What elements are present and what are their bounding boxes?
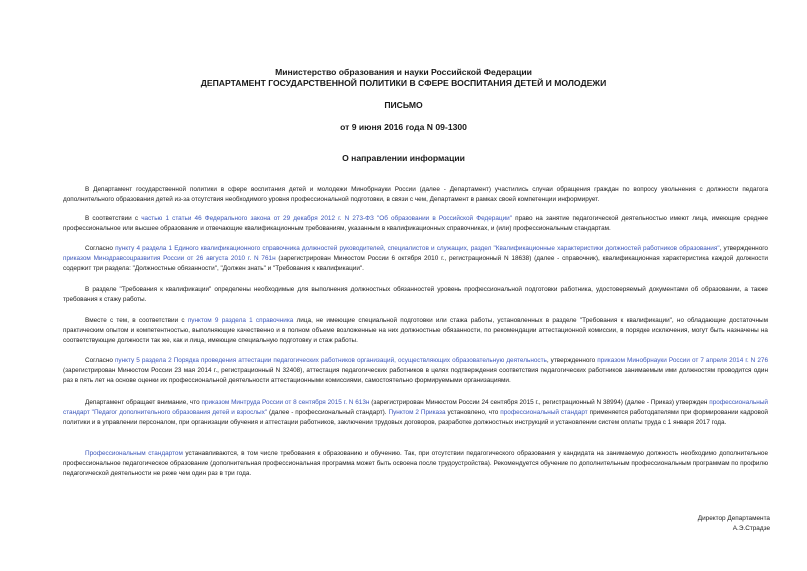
paragraph-6 (63, 356, 768, 386)
paragraph-3-text-a: Согласно (85, 245, 116, 252)
link-order-item-2[interactable]: Пунктом 2 Приказа (388, 409, 446, 416)
link-order-276[interactable]: приказом Минобрнауки России от 7 апреля 2014 г. N 276 (597, 357, 769, 364)
paragraph-7-text-b: (зарегистрирован Минюстом России 24 сентября 2015 г., регистрационный N 38994) (далее - Приказ) утвержден (369, 399, 710, 406)
link-professional-standard[interactable]: профессиональный стандарт (500, 409, 588, 416)
document-date-number: от 9 июня 2016 года N 09-1300 (340, 122, 467, 132)
link-order-761n[interactable]: приказом Минздравсоцразвития России от 26 августа 2010 г. N 761н (63, 255, 276, 262)
paragraph-6-text-b: , утвержденного (546, 357, 598, 364)
link-order-613n[interactable]: приказом Минтруда России от 8 сентября 2015 г. N 613н (201, 399, 370, 406)
paragraph-2 (63, 214, 768, 234)
signature-position: Директор Департамента (697, 515, 770, 522)
document-subject: О направлении информации (342, 153, 465, 163)
paragraph-3 (63, 244, 768, 274)
paragraph-3-text-b: , утвержденного (719, 245, 768, 252)
link-attestation-procedure[interactable]: пункту 5 раздела 2 Порядка проведения аттестации педагогических работников организаций, осуществляющих образовательную деятельность (114, 357, 547, 364)
paragraph-8 (63, 449, 768, 479)
paragraph-7 (63, 398, 768, 428)
paragraph-6-text-c: (зарегистрирован Минюстом России 23 мая 2014 г., регистрационный N 32408), аттестация педагогических работников в целях подтверждения соответствия педагогических работников занимаемым ими должностям проводится один раз в пять лет на основе оценки их профессиональной деятельности аттестационными комиссиями, самостоятельно формируемыми организациями. (63, 367, 768, 384)
paragraph-3-text-c: (зарегистрирован Минюстом России 6 октября 2010 г., регистрационный N 18638) (далее - справочник), квалификационная характеристика каждой должности содержит три раздела: "Должностные обязанности", "Должен знать" и "Требования к квалификации". (63, 255, 768, 272)
link-law-273fz[interactable]: частью 1 статьи 46 Федерального закона от 29 декабря 2012 г. N 273-ФЗ "Об образовании в Российской Федерации" (141, 215, 512, 222)
department-title: ДЕПАРТАМЕНТ ГОСУДАРСТВЕННОЙ ПОЛИТИКИ В СФЕРЕ ВОСПИТАНИЯ ДЕТЕЙ И МОЛОДЕЖИ (200, 78, 607, 88)
paragraph-1: В Департамент государственной политики в сфере воспитания детей и молодежи Минобрнауки России (далее - Департамент) участились случаи обращения граждан по вопросу увольнения с должности педагога дополнительного образования детей из-за отсутствия необходимого уровня профессиональной подготовки, в связи с чем, Департамент в рамках своей компетенции информирует. (63, 186, 768, 203)
paragraph-5-text-b: лица, не имеющие специальной подготовки или стажа работы, установленных в разделе "Требования к квалификации", но обладающие достаточным практическим опытом и компетентностью, выполняющие качественно и в полном объеме возложенные на них должностные обязанности, по рекомендации аттестационной комиссии, в порядке исключения, могут быть назначены на соответствующие должности так же, как и лица, имеющие специальную подготовку и стаж работы. (63, 317, 769, 344)
paragraph-7-text-a: Департамент обращает внимание, что (85, 399, 202, 406)
link-qualification-handbook[interactable]: пункту 4 раздела 1 Единого квалификационного справочника должностей руководителей, специалистов и служащих, раздел "Квалификационные характеристики должностей работников образования" (115, 245, 720, 252)
signature-name: А.Э.Страдзе (732, 525, 770, 532)
paragraph-2-text-b: право на занятие педагогической деятельностью имеют лица, имеющие среднее профессиональное или высшее образование и отвечающие квалификационным требованиям, указанным в квалификационных справочниках, и (или) профессиональным стандартам. (63, 215, 769, 232)
paragraph-7-text-d: установлено, что (445, 409, 501, 416)
paragraph-5 (63, 316, 768, 346)
paragraph-7-text-e: применяется работодателями при формировании кадровой политики и в управлении персоналом, при организации обучения и аттестации работников, заключении трудовых договоров, разработке должностных инструкций и установлении систем оплаты труда с 1 января 2017 года. (63, 409, 768, 426)
paragraph-5-text-a: Вместе с тем, в соответствии с (85, 317, 188, 324)
paragraph-2-text-a: В соответствии с (85, 215, 142, 222)
link-professional-standard-title[interactable]: профессиональный стандарт "Педагог дополнительного образования детей и взрослых" (63, 399, 768, 416)
paragraph-4: В разделе "Требования к квалификации" определены необходимые для выполнения должностных обязанностей уровень профессиональной подготовки работника, удостоверяемый документами об образовании, а также требования к стажу работы. (63, 286, 768, 303)
ministry-title: Министерство образования и науки Российской Федерации (275, 67, 532, 77)
link-handbook-item-9[interactable]: пунктом 9 раздела 1 справочника (187, 317, 294, 324)
document-type: ПИСЬМО (384, 100, 423, 110)
paragraph-8-text-b: устанавливаются, в том числе требования к образованию и обучению. Так, при отсутствии педагогического образования у кандидата на занимаемую должность необходимо дополнительное профессиональное педагогическое образование (дополнительная профессиональная программа может быть освоена после трудоустройства). Рекомендуется обучение по дополнительным профессиональным программам по профилю педагогической деятельности не реже чем один раз в три года. (63, 450, 768, 477)
paragraph-6-text-a: Согласно (85, 357, 115, 364)
link-professional-standard-2[interactable]: Профессиональным стандартом (85, 450, 183, 457)
paragraph-7-text-c: (далее - профессиональный стандарт). (267, 409, 389, 416)
